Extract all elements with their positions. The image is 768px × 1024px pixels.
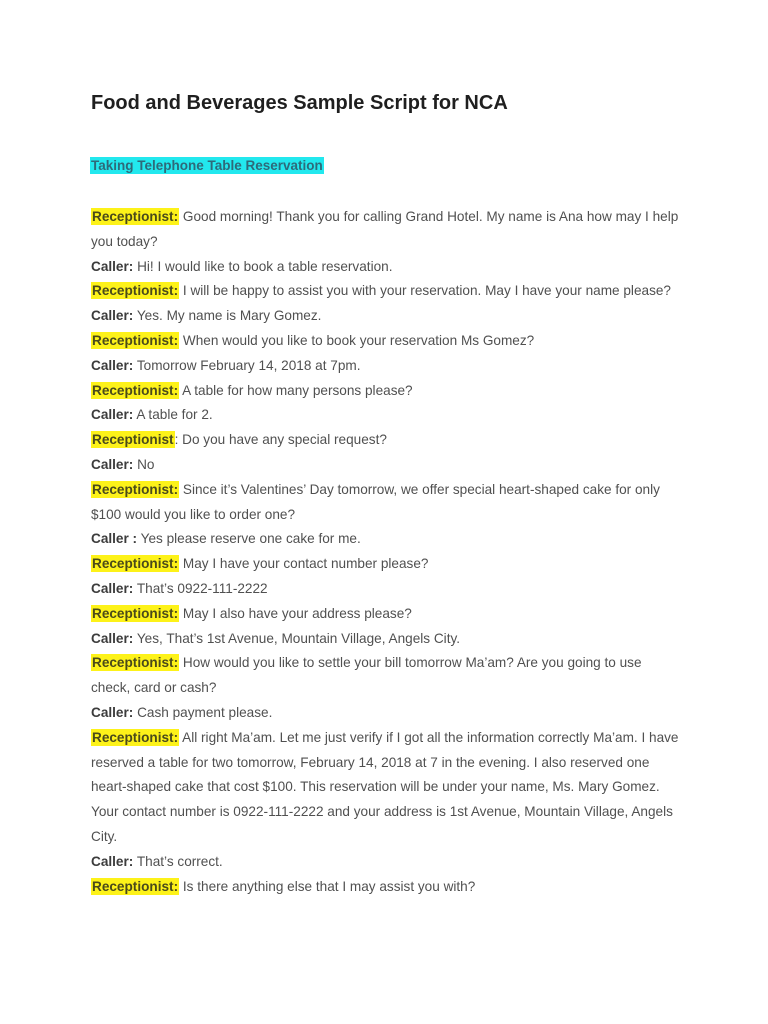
dialogue-line	[91, 428, 683, 453]
dialogue-line	[91, 627, 683, 652]
dialogue-line	[91, 527, 683, 552]
speaker-receptionist: Receptionist:	[92, 605, 179, 621]
dialogue-line	[91, 726, 683, 850]
dialogue-line	[91, 577, 683, 602]
speaker-caller: Caller:	[91, 853, 134, 869]
dialogue-text: Cash payment please.	[133, 704, 273, 720]
dialogue-text: Tomorrow February 14, 2018 at 7pm.	[133, 357, 361, 373]
speaker-receptionist: Receptionist:	[92, 283, 179, 299]
speaker-receptionist: Receptionist:	[92, 878, 179, 894]
dialogue-line	[91, 205, 683, 255]
dialogue-line	[91, 651, 683, 701]
dialogue-text: Yes. My name is Mary Gomez.	[133, 308, 322, 324]
speaker-caller: Caller:	[91, 704, 134, 720]
dialogue-line	[91, 329, 683, 354]
dialogue-text: Yes please reserve one cake for me.	[137, 531, 361, 547]
dialogue-text: No	[133, 456, 155, 472]
dialogue-line	[91, 701, 683, 726]
speaker-caller: Caller:	[91, 258, 134, 274]
dialogue-text: Is there anything else that I may assist you with?	[179, 878, 476, 894]
dialogue-text: : Do you have any special request?	[174, 432, 387, 448]
speaker-caller: Caller:	[91, 630, 134, 646]
dialogue-line	[91, 850, 683, 875]
document-title: Food and Beverages Sample Script for NCA	[91, 92, 508, 114]
speaker-caller: Caller:	[91, 308, 134, 324]
dialogue-line	[91, 875, 683, 900]
dialogue-text: Hi! I would like to book a table reservation.	[133, 258, 393, 274]
speaker-receptionist: Receptionist:	[92, 209, 179, 224]
dialogue-text: How would you like to settle your bill tomorrow Ma’am? Are you going to use check, card or cash?	[91, 655, 642, 696]
dialogue-line	[91, 354, 683, 379]
dialogue-text: May I also have your address please?	[179, 605, 412, 621]
speaker-receptionist: Receptionist:	[92, 655, 179, 671]
speaker-caller: Caller:	[91, 357, 134, 373]
dialogue-line	[91, 478, 683, 528]
dialogue-text: May I have your contact number please?	[179, 556, 429, 572]
dialogue-text: That’s correct.	[133, 853, 223, 869]
dialogue-text: A table for 2.	[133, 407, 213, 423]
speaker-caller: Caller:	[91, 580, 134, 596]
dialogue-text: Yes, That’s 1st Avenue, Mountain Village, Angels City.	[133, 630, 461, 646]
dialogue-line	[91, 379, 683, 404]
dialogue-text: When would you like to book your reservation Ms Gomez?	[179, 332, 535, 348]
speaker-receptionist: Receptionist:	[92, 332, 179, 348]
dialogue-line	[91, 403, 683, 428]
speaker-receptionist: Receptionist:	[92, 729, 179, 745]
dialogue-text: Since it’s Valentines’ Day tomorrow, we offer special heart-shaped cake for only $100 would you like to order one?	[91, 481, 660, 522]
dialogue-line	[91, 552, 683, 577]
dialogue-text: That’s 0922-111-2222	[133, 580, 268, 596]
speaker-caller: Caller:	[91, 407, 134, 423]
dialogue-text: I will be happy to assist you with your reservation. May I have your name please?	[179, 283, 671, 299]
speaker-receptionist: Receptionist:	[92, 481, 179, 497]
speaker-caller: Caller :	[91, 531, 138, 547]
dialogue-text: All right Ma’am. Let me just verify if I got all the information correctly Ma’am. I have reserved a table for two tomorrow, February 14, 2018 at 7 in the evening. I also reserved one heart-shaped cake that cost $100. This reservation will be under your name, Ms. Mary Gomez. Your contact number is 0922-111-2222 and your address is 1st Avenue, Mountain Village, Angels City.	[91, 729, 679, 844]
speaker-receptionist: Receptionist:	[92, 556, 179, 572]
dialogue-line	[91, 304, 683, 329]
section-heading: Taking Telephone Table Reservation	[91, 158, 323, 173]
dialogue-line	[91, 602, 683, 627]
dialogue-line	[91, 279, 683, 304]
dialogue-line	[91, 453, 683, 478]
dialogue-text: Good morning! Thank you for calling Grand Hotel. My name is Ana how may I help you today?	[91, 209, 679, 249]
dialogue-line	[91, 255, 683, 280]
dialogue-script	[91, 205, 683, 899]
speaker-receptionist: Receptionist:	[92, 382, 179, 398]
speaker-caller: Caller:	[91, 456, 134, 472]
dialogue-text: A table for how many persons please?	[179, 382, 413, 398]
speaker-receptionist: Receptionist	[92, 432, 174, 448]
